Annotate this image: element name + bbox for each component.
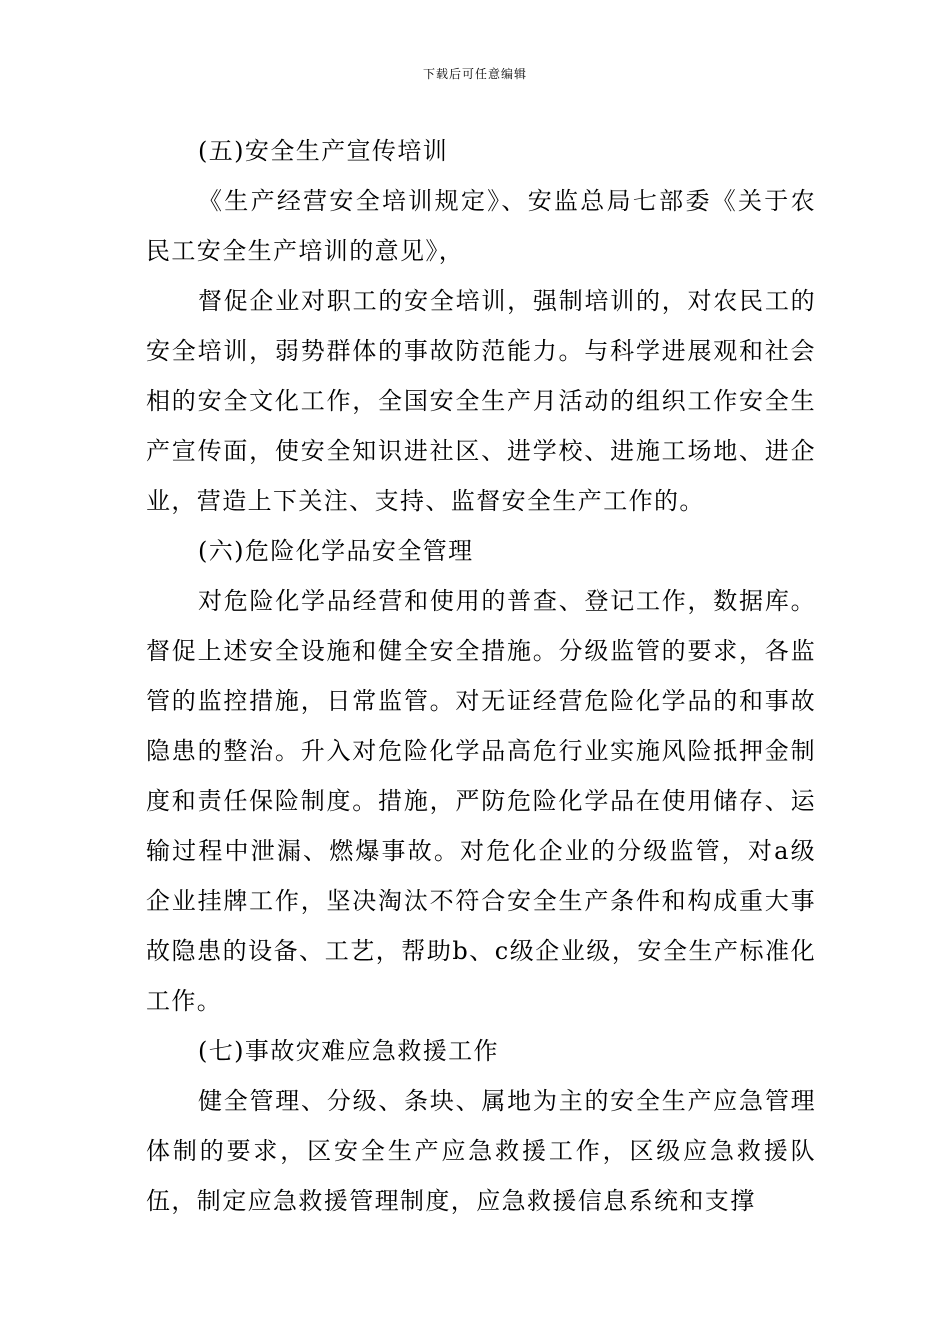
paragraph: 对危险化学品经营和使用的普查、登记工作，数据库。督促上述安全设施和健全安全措施。分级监管的要求，各监管的监控措施，日常监管。对无证经营危险化学品的和事故隐患的整治。升入对危险化学品高危行业实施风险抵押金制度和责任保险制度。措施，严防危险化学品在使用储存、运输过程中泄漏、燃爆事故。对危化企业的分级监管，对a级企业挂牌工作，坚决淘汰不符合安全生产条件和构成重大事故隐患的设备、工艺，帮助b、c级企业级，安全生产标准化工作。 — [146, 587, 816, 1015]
section-heading-7: (七)事故灾难应急救援工作 — [198, 1037, 499, 1065]
document-body — [146, 126, 816, 1226]
paragraph: 健全管理、分级、条块、属地为主的安全生产应急管理体制的要求，区安全生产应急救援工作，区级应急救援队伍，制定应急救援管理制度，应急救援信息系统和支撑 — [146, 1087, 816, 1215]
page-header: 下载后可任意编辑 — [422, 67, 527, 81]
paragraph: 督促企业对职工的安全培训，强制培训的，对农民工的安全培训，弱势群体的事故防范能力。与科学进展观和社会相的安全文化工作，全国安全生产月活动的组织工作安全生产宣传面，使安全知识进社区、进学校、进施工场地、进企业，营造上下关注、支持、监督安全生产工作的。 — [146, 287, 816, 515]
paragraph: 《生产经营安全培训规定》、安监总局七部委《关于农民工安全生产培训的意见》， — [146, 187, 816, 265]
section-heading-6: (六)危险化学品安全管理 — [198, 537, 474, 565]
section-heading-5: (五)安全生产宣传培训 — [198, 137, 449, 165]
